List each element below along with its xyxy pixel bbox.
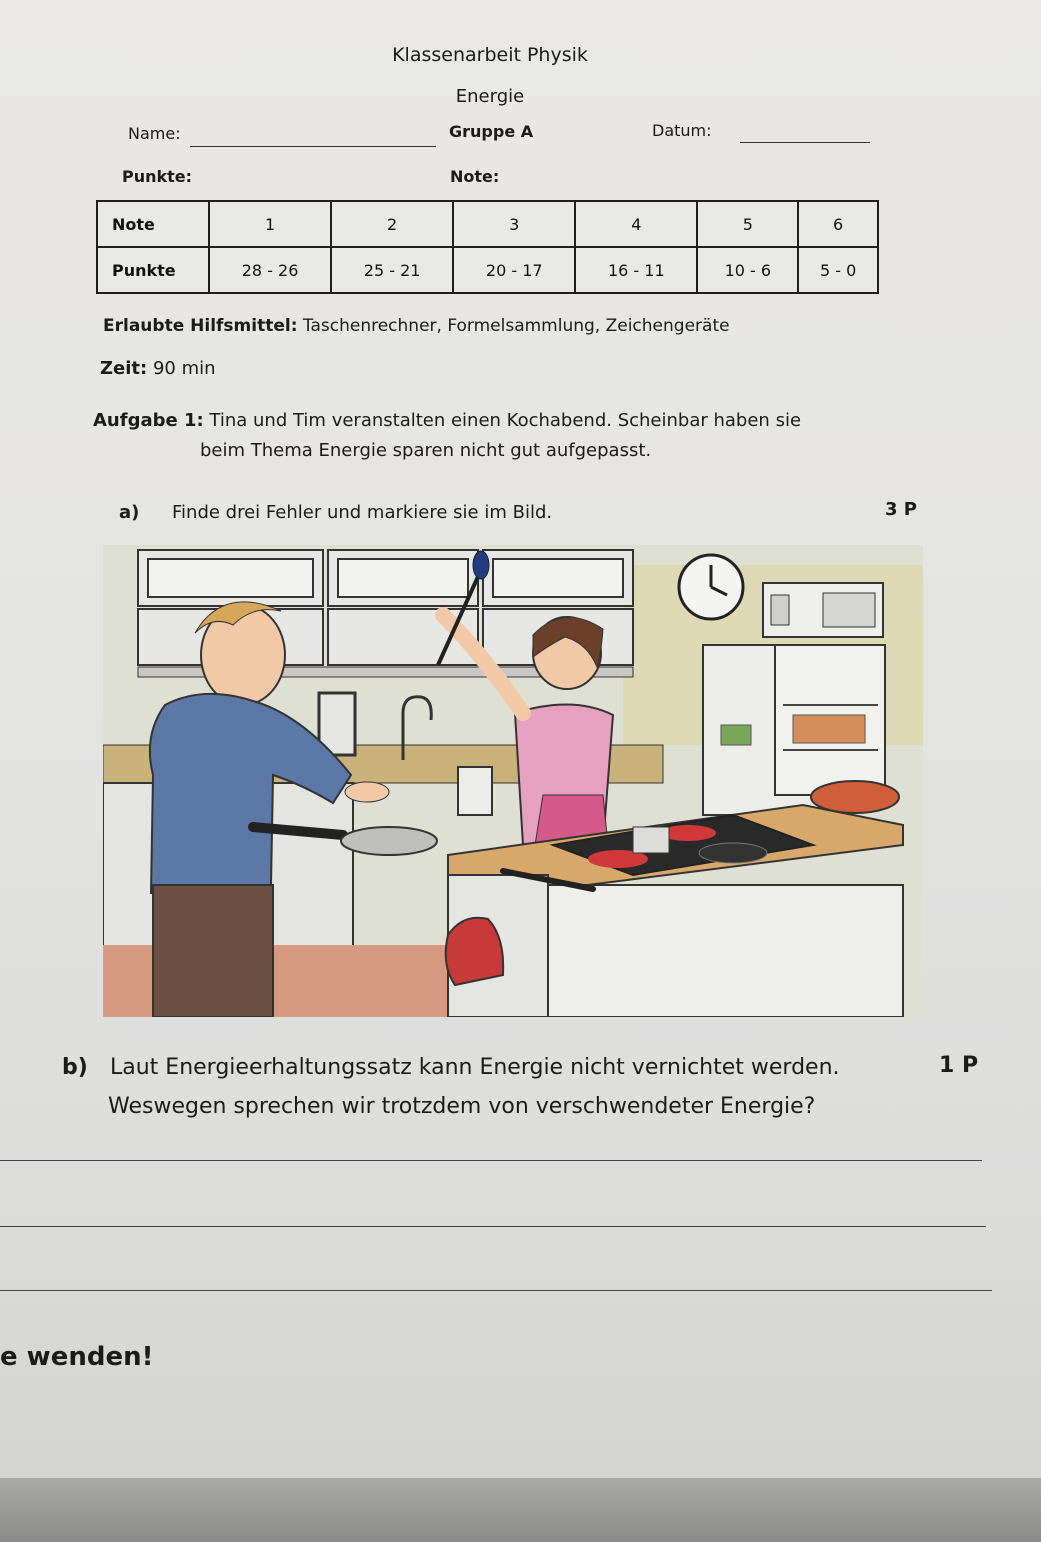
clock-icon [679,555,743,619]
grade-label: Note: [450,167,500,186]
table-cell: 4 [575,201,697,247]
table-cell: 20 - 17 [453,247,575,293]
oven-mitt-icon [446,918,504,985]
date-label: Datum: [652,121,712,140]
part-b-label: b) [62,1055,88,1080]
table-cell: Note [97,201,209,247]
kitchen-scene [103,545,923,1017]
time-label: Zeit: [100,358,148,379]
bowl-icon [811,781,899,813]
grade-table [96,200,879,294]
part-b-text-2: Weswegen sprechen wir trotzdem von verschwendeter Energie? [108,1094,816,1119]
points-row [97,247,878,293]
allowed-aids-label: Erlaubte Hilfsmittel: [103,316,298,336]
measuring-cup-icon [458,767,492,815]
answer-line[interactable] [0,1160,982,1161]
turn-page-note: e wenden! [0,1342,154,1372]
worksheet-subtitle: Energie [455,86,525,107]
table-cell: 25 - 21 [331,247,453,293]
points-label: Punkte: [122,167,193,186]
part-a-text: Finde drei Fehler und markiere sie im Bild. [172,502,553,523]
task1-line1 [93,410,801,431]
microwave-icon [763,583,883,637]
part-b-points: 1 P [939,1053,979,1078]
name-field-line[interactable] [190,146,436,147]
task1-text-2: beim Thema Energie sparen nicht gut aufgepasst. [200,440,652,461]
table-cell: 1 [209,201,331,247]
table-cell: Punkte [97,247,209,293]
table-cell: 5 - 0 [798,247,878,293]
table-cell: 10 - 6 [697,247,798,293]
table-cell: 3 [453,201,575,247]
answer-line[interactable] [0,1290,992,1291]
table-cell: 6 [798,201,878,247]
table-surface [0,1478,1041,1542]
allowed-aids [103,316,730,336]
time-text: 90 min [147,358,216,379]
task1-label: Aufgabe 1: [93,410,204,431]
table-cell: 2 [331,201,453,247]
table-cell: 5 [697,201,798,247]
table-cell: 28 - 26 [209,247,331,293]
allowed-aids-text: Taschenrechner, Formelsammlung, Zeichengeräte [297,316,730,336]
table-cell: 16 - 11 [575,247,697,293]
part-b-text-1: Laut Energieerhaltungssatz kann Energie nicht vernichtet werden. [110,1055,840,1080]
cooking-pot-icon [633,827,669,853]
part-a-points: 3 P [885,499,917,520]
part-a-label: a) [119,502,140,523]
date-field-line[interactable] [740,142,870,143]
answer-line[interactable] [0,1226,986,1227]
group-label: Gruppe A [449,122,534,141]
kitchen-illustration[interactable] [103,545,923,1017]
task1-text-1: Tina und Tim veranstalten einen Kochabend. Scheinbar haben sie [203,410,802,431]
time-limit [100,358,216,379]
grade-row [97,201,878,247]
name-label: Name: [128,124,181,143]
worksheet-title: Klassenarbeit Physik [392,44,588,66]
